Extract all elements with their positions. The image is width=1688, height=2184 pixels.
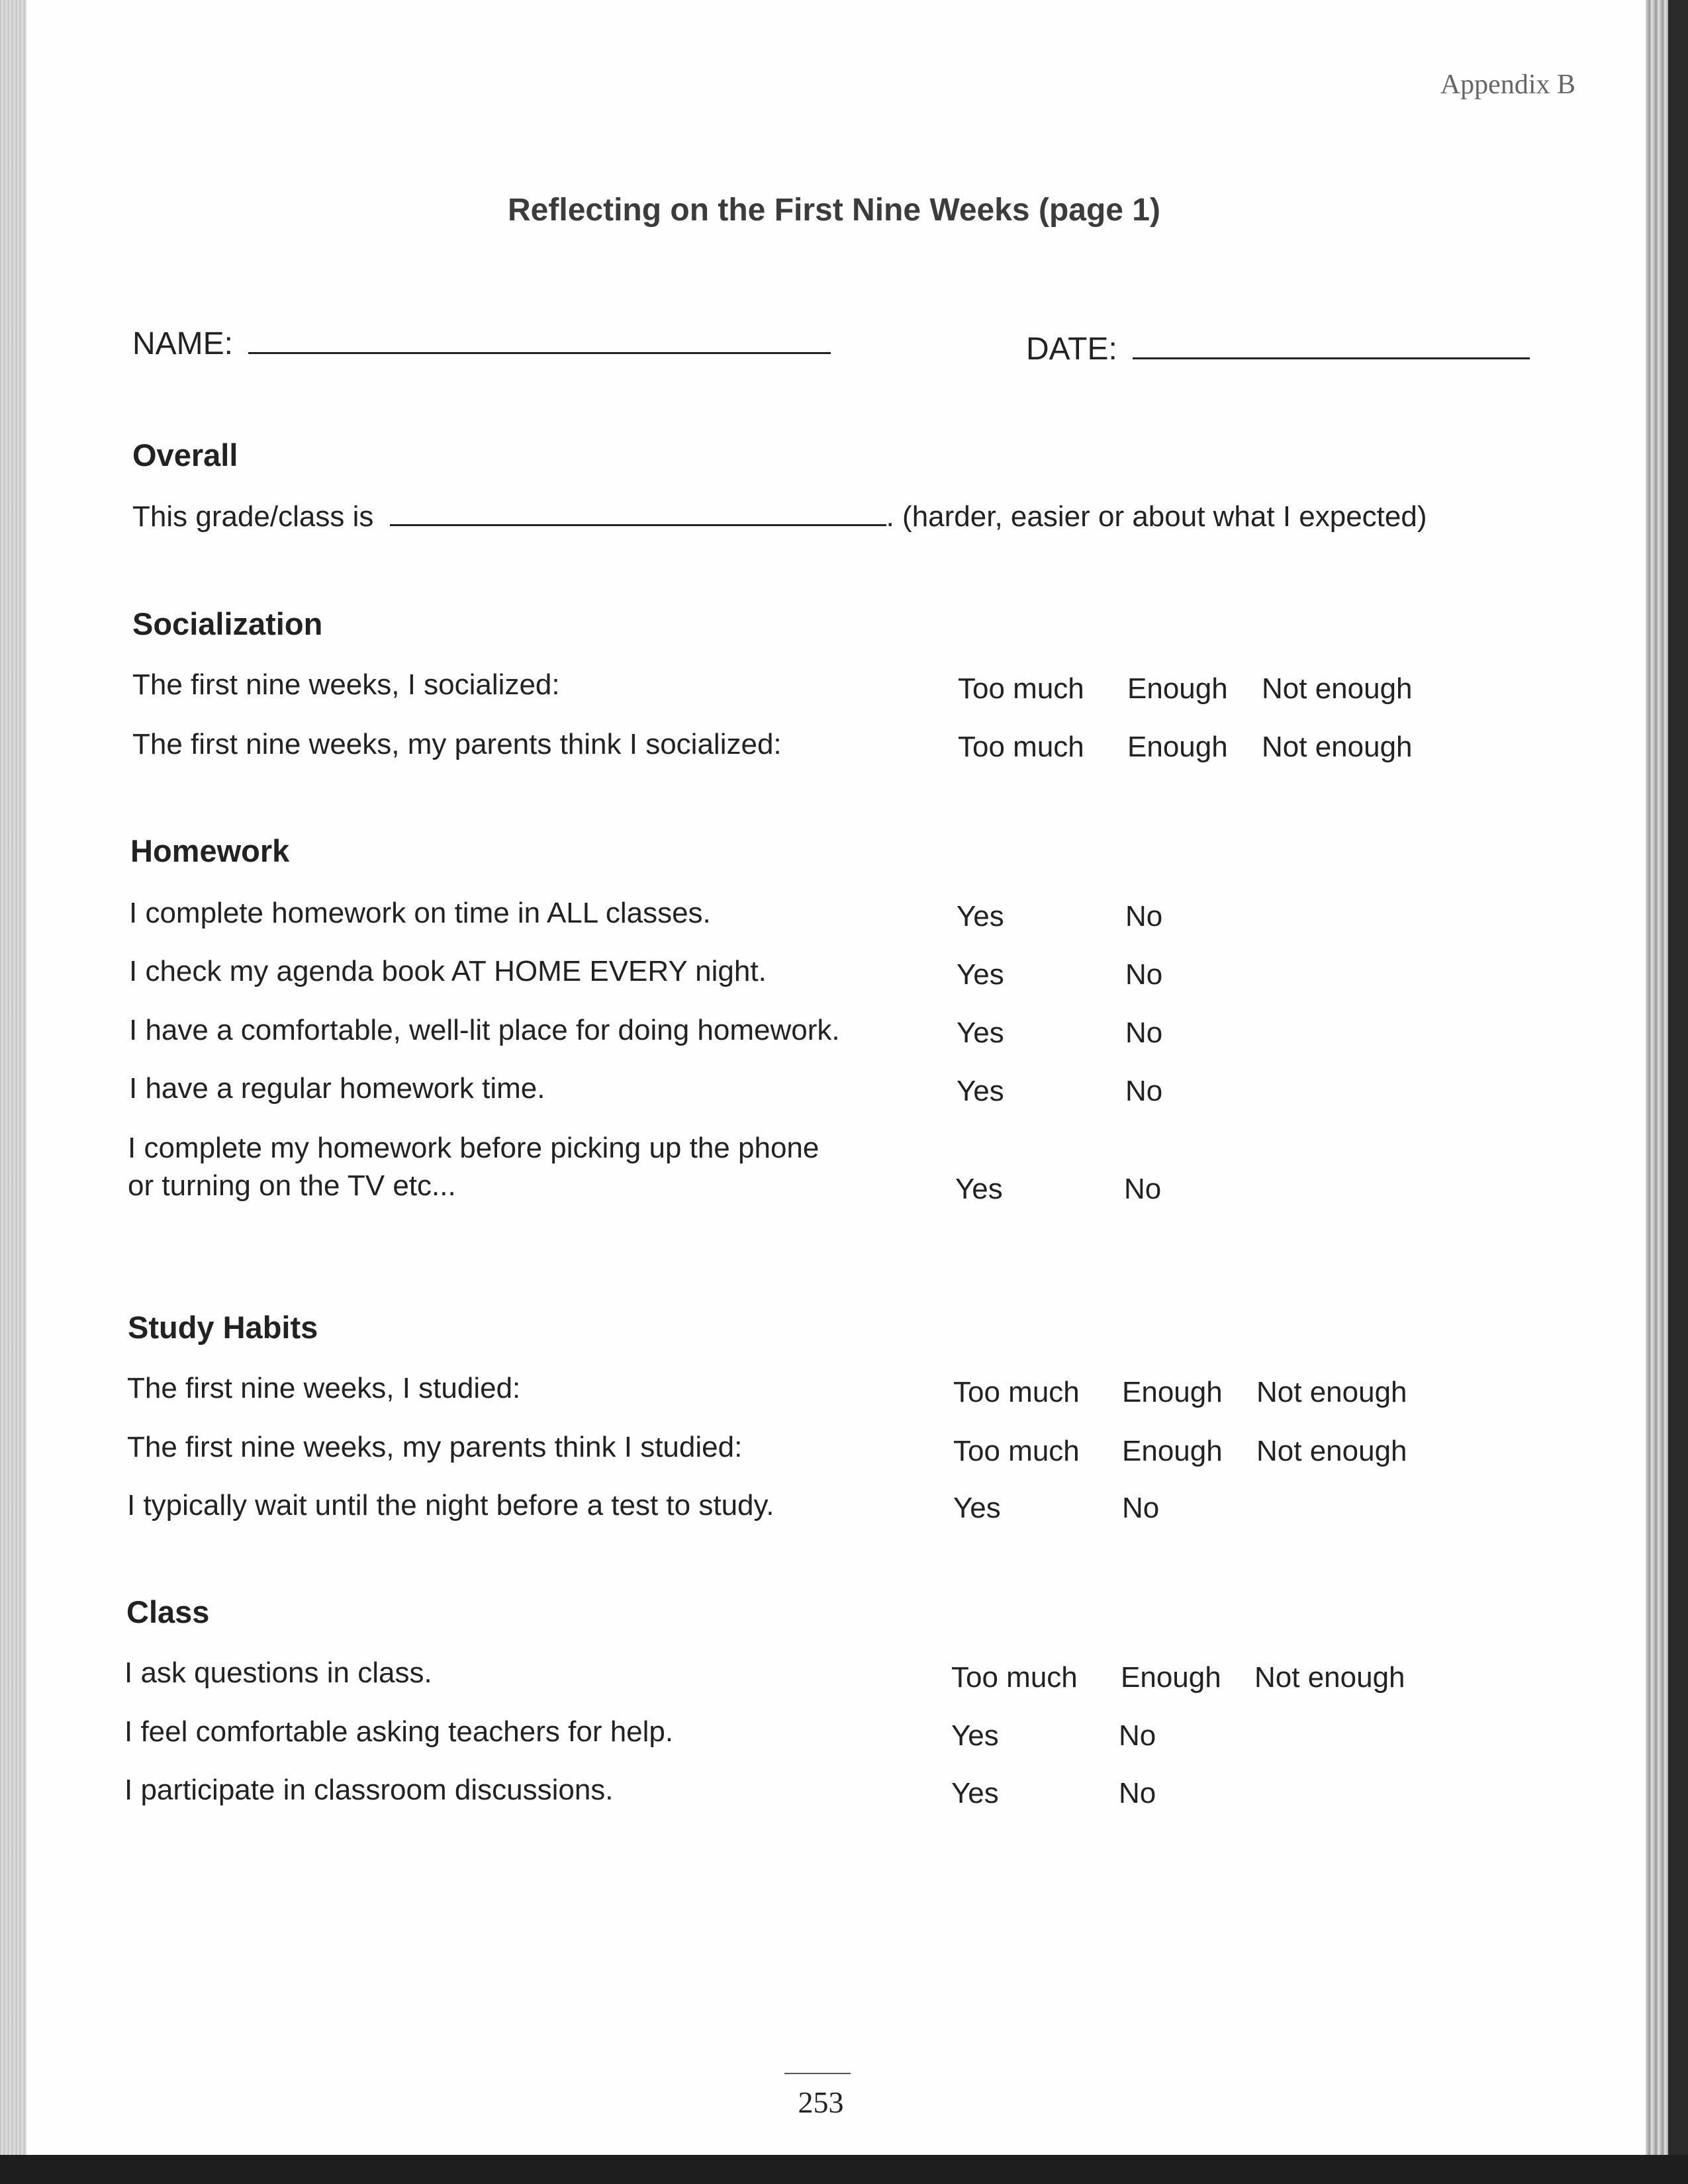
option-yes[interactable]: Yes [957, 900, 1004, 933]
section-heading-study-habits: Study Habits [128, 1310, 318, 1345]
date-field [1026, 331, 1530, 367]
question-label: I typically wait until the night before a test to study. [127, 1489, 774, 1522]
question-label: I have a regular homework time. [129, 1072, 545, 1105]
question-label: I feel comfortable asking teachers for help. [124, 1715, 674, 1748]
overall-blank[interactable] [390, 498, 886, 526]
overall-suffix: . (harder, easier or about what I expected) [886, 500, 1427, 533]
option-yes[interactable]: Yes [955, 1173, 1003, 1205]
section-heading-homework: Homework [130, 833, 290, 868]
question-label: The first nine weeks, I socialized: [132, 668, 560, 701]
option-not-enough[interactable]: Not enough [1262, 672, 1413, 705]
option-no[interactable]: No [1125, 1075, 1163, 1107]
question-label: I check my agenda book AT HOME EVERY night. [129, 955, 767, 987]
name-field [132, 326, 831, 362]
option-enough[interactable]: Enough [1127, 672, 1228, 705]
question-label: I complete my homework before picking up the phone [128, 1132, 820, 1164]
date-blank[interactable] [1133, 331, 1530, 359]
option-too-much[interactable]: Too much [958, 672, 1084, 705]
date-label: DATE: [1026, 332, 1117, 367]
section-heading-class: Class [126, 1594, 210, 1629]
question-label: The first nine weeks, my parents think I studied: [127, 1431, 743, 1463]
overall-question [132, 498, 1427, 533]
option-no[interactable]: No [1124, 1173, 1162, 1205]
name-label: NAME: [132, 326, 234, 361]
option-too-much[interactable]: Too much [958, 731, 1084, 763]
option-enough[interactable]: Enough [1127, 731, 1228, 763]
name-blank[interactable] [248, 326, 831, 354]
question-label: The first nine weeks, my parents think I socialized: [132, 728, 782, 760]
option-not-enough[interactable]: Not enough [1256, 1376, 1407, 1408]
page-right-edge [1646, 0, 1668, 2159]
option-no[interactable]: No [1119, 1719, 1156, 1752]
section-heading-overall: Overall [132, 437, 238, 473]
question-label: I complete homework on time in ALL classes. [129, 897, 711, 929]
page-number-rule [784, 2073, 851, 2074]
appendix-label: Appendix B [1440, 69, 1575, 100]
option-too-much[interactable]: Too much [953, 1435, 1080, 1467]
option-not-enough[interactable]: Not enough [1262, 731, 1413, 763]
option-yes[interactable]: Yes [957, 1075, 1004, 1107]
question-label: I have a comfortable, well-lit place for doing homework. [129, 1014, 840, 1046]
option-no[interactable]: No [1125, 900, 1163, 933]
page-left-edge [0, 0, 26, 2159]
option-no[interactable]: No [1122, 1492, 1160, 1524]
option-too-much[interactable]: Too much [953, 1376, 1080, 1408]
option-yes[interactable]: Yes [953, 1492, 1001, 1524]
option-not-enough[interactable]: Not enough [1256, 1435, 1407, 1467]
option-enough[interactable]: Enough [1122, 1376, 1223, 1408]
option-yes[interactable]: Yes [951, 1777, 999, 1809]
option-no[interactable]: No [1119, 1777, 1156, 1809]
question-label: The first nine weeks, I studied: [127, 1372, 521, 1404]
section-heading-socialization: Socialization [132, 606, 323, 641]
question-label: I ask questions in class. [124, 1657, 432, 1689]
option-yes[interactable]: Yes [951, 1719, 999, 1752]
option-yes[interactable]: Yes [957, 1017, 1004, 1049]
option-too-much[interactable]: Too much [951, 1661, 1078, 1694]
option-no[interactable]: No [1125, 958, 1163, 991]
option-not-enough[interactable]: Not enough [1254, 1661, 1405, 1694]
option-yes[interactable]: Yes [957, 958, 1004, 991]
form-title: Reflecting on the First Nine Weeks (page 1) [508, 193, 1160, 228]
overall-prefix: This grade/class is [132, 500, 374, 533]
option-enough[interactable]: Enough [1121, 1661, 1221, 1694]
option-no[interactable]: No [1125, 1017, 1163, 1049]
question-label-continued: or turning on the TV etc... [128, 1169, 456, 1202]
scan-bottom-edge [0, 2155, 1688, 2184]
page-number: 253 [798, 2085, 844, 2119]
question-label: I participate in classroom discussions. [124, 1774, 614, 1806]
option-enough[interactable]: Enough [1122, 1435, 1223, 1467]
